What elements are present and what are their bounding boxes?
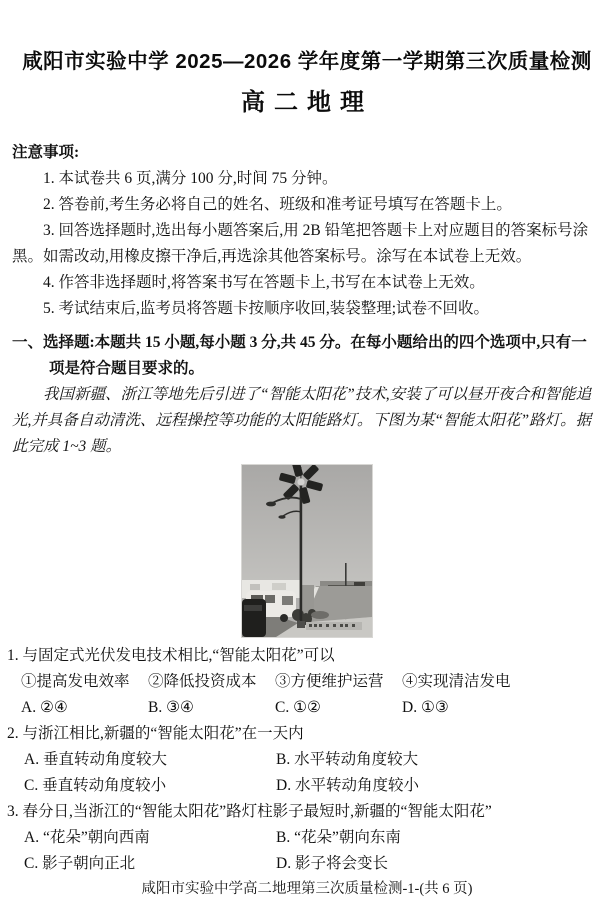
photo-lamp-head-1 xyxy=(266,502,276,507)
photo-lamp-pole-base xyxy=(297,621,305,628)
option-d: D. 水平转动角度较小 xyxy=(276,777,419,794)
photo-watermark xyxy=(306,622,362,630)
note-item-1: 1. 本试卷共 6 页,满分 100 分,时间 75 分钟。 xyxy=(43,170,338,187)
option-a: A. ②④ xyxy=(21,699,68,716)
option-b: B. “花朵”朝向东南 xyxy=(276,829,401,846)
photo-dark-car xyxy=(242,599,266,637)
statement-4: ④实现清洁发电 xyxy=(402,673,511,690)
photo-lamp-head-2 xyxy=(278,515,285,519)
question-1-stem: 1. 与固定式光伏发电技术相比,“智能太阳花”可以 xyxy=(7,647,335,664)
question-3-stem: 3. 春分日,当浙江的“智能太阳花”路灯柱影子最短时,新疆的“智能太阳花” xyxy=(7,803,492,820)
option-a: A. 垂直转动角度较大 xyxy=(24,751,167,768)
photo-lamp-pole xyxy=(300,485,303,625)
notes-section xyxy=(12,140,602,322)
option-d: D. ①③ xyxy=(402,699,449,716)
section-heading: 一、选择题:本题共 15 小题,每小题 3 分,共 45 分。在每小题给出的四个选项中,只有一项是符合题目要求的。 xyxy=(12,334,587,377)
question-3-options xyxy=(24,825,602,877)
option-a: A. “花朵”朝向西南 xyxy=(24,829,150,846)
note-item-4: 4. 作答非选择题时,将答案书写在答题卡上,书写在本试卷上无效。 xyxy=(43,274,485,291)
statement-2: ②降低投资成本 xyxy=(148,673,257,690)
exam-title: 咸阳市实验中学 2025—2026 学年度第一学期第三次质量检测 xyxy=(22,50,592,73)
question-3 xyxy=(7,799,602,877)
option-b: B. 水平转动角度较大 xyxy=(276,751,419,768)
option-c: C. 垂直转动角度较小 xyxy=(24,777,167,794)
option-b: B. ③④ xyxy=(148,699,194,716)
streetlamp-photo-art xyxy=(241,464,373,638)
photo-building-window xyxy=(250,584,260,590)
question-2-options xyxy=(24,747,602,799)
photo-cabinet xyxy=(302,585,314,613)
streetlamp-photo xyxy=(12,464,602,643)
statement-1: ①提高发电效率 xyxy=(21,673,130,690)
option-c: C. ①② xyxy=(275,699,321,716)
statement-3: ③方便维护运营 xyxy=(275,673,384,690)
question-1 xyxy=(7,643,602,721)
question-group-intro: 我国新疆、浙江等地先后引进了“智能太阳花”技术,安装了可以昼开夜合和智能追光,并具备自动清洗、远程操控等功能的太阳能路灯。下图为某“智能太阳花”路灯。据此完成 1~3 题。 xyxy=(12,386,592,455)
option-d: D. 影子将会变长 xyxy=(276,855,388,872)
exam-subject: 高二地理 xyxy=(241,89,373,116)
question-2-stem: 2. 与浙江相比,新疆的“智能太阳花”在一天内 xyxy=(7,725,304,742)
page-footer: 咸阳市实验中学高二地理第三次质量检测-1-(共 6 页) xyxy=(141,881,473,897)
photo-building-window xyxy=(272,583,286,590)
note-item-3: 3. 回答选择题时,选出每小题答案后,用 2B 铅笔把答题卡上对应题目的答案标号涂黑。如需改动,用橡皮擦干净后,再选涂其他答案标号。涂写在本试卷上无效。 xyxy=(12,222,589,265)
notes-heading: 注意事项: xyxy=(12,144,80,161)
question-1-options xyxy=(21,695,602,721)
option-c: C. 影子朝向正北 xyxy=(24,855,136,872)
note-item-2: 2. 答卷前,考生务必将自己的姓名、班级和准考证号填写在答题卡上。 xyxy=(43,196,512,213)
question-1-statements xyxy=(21,669,602,695)
note-item-5: 5. 考试结束后,监考员将答题卡按顺序收回,装袋整理;试卷不回收。 xyxy=(43,300,490,317)
question-2 xyxy=(7,721,602,799)
